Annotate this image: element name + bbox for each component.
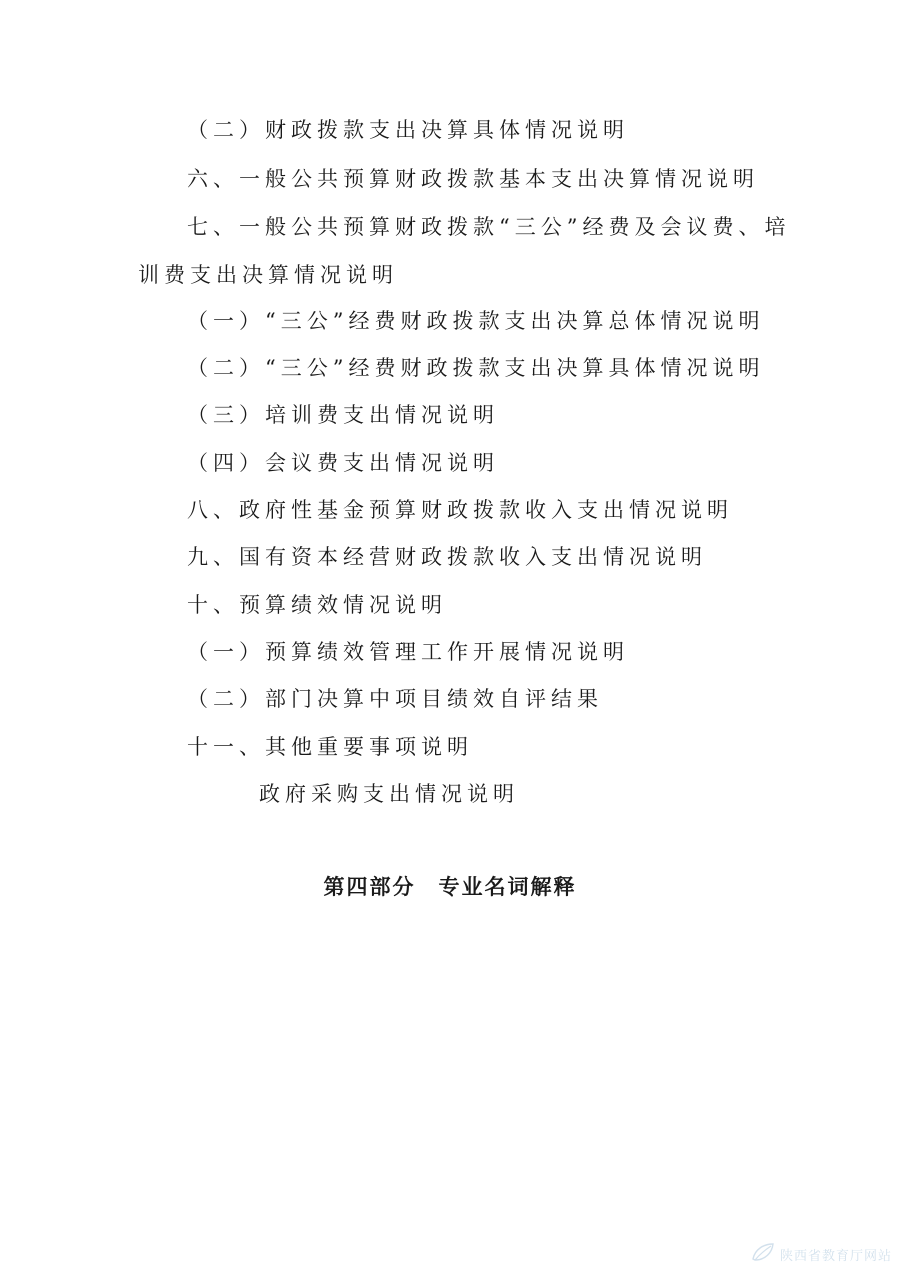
toc-line: （一）“三公”经费财政拨款支出决算总体情况说明 bbox=[187, 309, 765, 333]
toc-line: 八、政府性基金预算财政拨款收入支出情况说明 bbox=[187, 498, 733, 522]
toc-line: 训费支出决算情况说明 bbox=[138, 263, 398, 287]
leaf-logo-icon bbox=[750, 1241, 776, 1267]
watermark bbox=[750, 1241, 892, 1267]
toc-line: （二）部门决算中项目绩效自评结果 bbox=[187, 687, 603, 711]
watermark-text: 陕西省教育厅网站 bbox=[779, 1248, 892, 1264]
toc-line: 七、一般公共预算财政拨款“三公”经费及会议费、培 bbox=[187, 215, 791, 239]
toc-line: 政府采购支出情况说明 bbox=[259, 782, 519, 806]
section-heading: 第四部分 专业名词解释 bbox=[323, 875, 577, 899]
toc-line: （三）培训费支出情况说明 bbox=[187, 403, 499, 427]
toc-line: （二）“三公”经费财政拨款支出决算具体情况说明 bbox=[187, 356, 765, 380]
toc-line: 十一、其他重要事项说明 bbox=[187, 735, 473, 759]
toc-line: （一）预算绩效管理工作开展情况说明 bbox=[187, 640, 629, 664]
toc-line: 十、预算绩效情况说明 bbox=[187, 593, 447, 617]
toc-line: （二）财政拨款支出决算具体情况说明 bbox=[187, 118, 629, 142]
toc-line: （四）会议费支出情况说明 bbox=[187, 451, 499, 475]
toc-line: 九、国有资本经营财政拨款收入支出情况说明 bbox=[187, 545, 707, 569]
toc-line: 六、一般公共预算财政拨款基本支出决算情况说明 bbox=[187, 167, 759, 191]
